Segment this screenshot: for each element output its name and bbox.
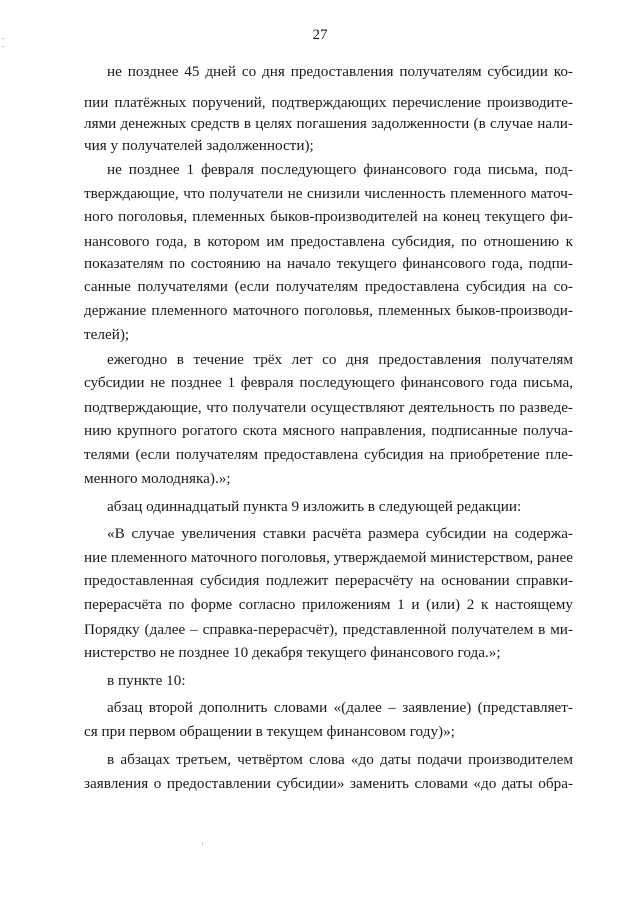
text-line: не позднее 1 февраля последующего финансового года письма, под- (107, 161, 573, 178)
text-line: телями (если получателям предоставлена субсидия на приобретение пле- (84, 446, 573, 463)
scan-margin-mark (2, 46, 4, 47)
text-line: телей); (84, 326, 130, 343)
text-line: в пункте 10: (107, 672, 186, 689)
text-line: пии платёжных поручений, подтверждающих перечисление производите- (84, 94, 573, 111)
text-line: ся при первом обращении в текущем финансовом году)»; (84, 723, 455, 740)
text-line: Порядку (далее – справка-перерасчёт), представленной получателем в ми- (84, 621, 573, 638)
text-line: ние племенного маточного поголовья, утверждаемой министерством, ранее (84, 549, 573, 566)
page-number: 27 (312, 27, 328, 43)
scan-margin-mark (2, 38, 4, 39)
text-line: абзац второй дополнить словами «(далее – заявление) (представляет- (107, 699, 573, 716)
text-line: не позднее 45 дней со дня предоставления получателям субсидии ко- (107, 63, 573, 80)
text-line: лями денежных средств в целях погашения задолженности (в случае нали- (84, 115, 573, 132)
text-line: показателям по состоянию на начало текущего финансового года, подпи- (84, 255, 573, 272)
text-line: нистерство не позднее 10 декабря текущего финансового года.»; (84, 644, 501, 661)
text-line: ежегодно в течение трёх лет со дня предоставления получателям (107, 351, 573, 368)
text-line: тверждающие, что получатели не снизили численность племенного маточ- (84, 185, 573, 202)
text-line: санные получателями (если получателям предоставлена субсидия на со- (84, 278, 573, 295)
text-line: в абзацах третьем, четвёртом слова «до даты подачи производителем (107, 751, 573, 768)
text-line: заявления о предоставлении субсидии» заменить словами «до даты обра- (84, 775, 573, 792)
text-line: перерасчёта по форме согласно приложениям 1 и (или) 2 к настоящему (84, 596, 573, 613)
text-line: держание племенного маточного поголовья, племенных быков-производи- (84, 302, 573, 319)
text-line: «В случае увеличения ставки расчёта размера субсидии на содержа- (107, 525, 573, 542)
text-line: абзац одиннадцатый пункта 9 изложить в следующей редакции: (107, 498, 522, 515)
text-line: менного молодняка).»; (84, 470, 231, 487)
text-line: нансового года, в котором им предоставлена субсидия, по отношению к (84, 233, 573, 250)
text-line: чия у получателей задолженности); (84, 137, 314, 154)
text-line: нию крупного рогатого скота мясного направления, подписанные получа- (84, 422, 573, 439)
text-line: предоставленная субсидия подлежит перерасчёту на основании справки- (84, 572, 573, 589)
text-line: подтверждающие, что получатели осуществляют деятельность по разведе- (84, 399, 573, 416)
text-line: ного поголовья, племенных быков-производителей на конец текущего фи- (84, 208, 573, 225)
scan-speck (202, 842, 203, 845)
text-line: субсидии не позднее 1 февраля последующего финансового года письма, (84, 374, 573, 391)
